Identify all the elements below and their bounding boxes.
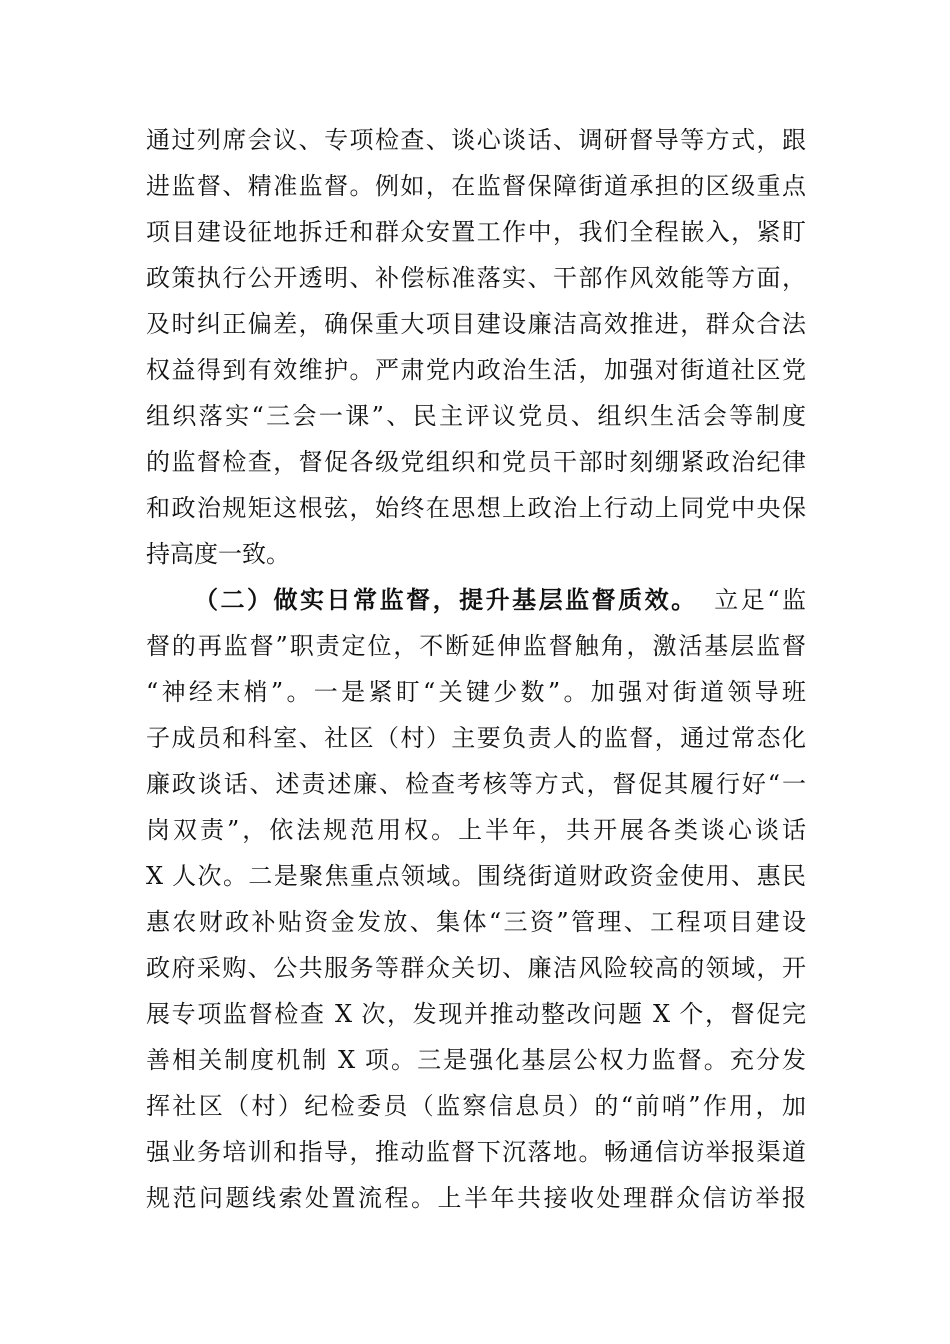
paragraph-1-line-1: 通过列席会议、专项检查、谈心谈话、调研督导等方式，跟: [146, 126, 806, 154]
paragraph-2-line-5: 岗双责”，依法规范用权。上半年，共开展各类谈心谈话: [146, 816, 806, 844]
paragraph-2-line-9: 展专项监督检查 X 次，发现并推动整改问题 X 个，督促完: [146, 1000, 806, 1028]
paragraph-1-line-8: 的监督检查，督促各级党组织和党员干部时刻绷紧政治纪律: [146, 448, 806, 476]
section-2-heading: （二）做实日常监督，提升基层监督质效。: [194, 585, 698, 614]
paragraph-2-line-3: 子成员和科室、社区（村）主要负责人的监督，通过常态化: [146, 724, 806, 752]
paragraph-2-line-2: “神经末梢”。一是紧盯“关键少数”。加强对街道领导班: [146, 678, 806, 706]
paragraph-1-line-10: 持高度一致。: [146, 540, 290, 568]
paragraph-2-line-12: 强业务培训和指导，推动监督下沉落地。畅通信访举报渠道: [146, 1138, 806, 1166]
section-2-first-line-rest: 立足“监: [711, 586, 806, 614]
paragraph-1-line-6: 权益得到有效维护。严肃党内政治生活，加强对街道社区党: [146, 356, 806, 384]
paragraph-1-line-3: 项目建设征地拆迁和群众安置工作中，我们全程嵌入，紧盯: [146, 218, 806, 246]
paragraph-2-line-4: 廉政谈话、述责述廉、检查考核等方式，督促其履行好“一: [146, 770, 806, 798]
paragraph-1-line-4: 政策执行公开透明、补偿标准落实、干部作风效能等方面，: [146, 264, 806, 292]
paragraph-2-line-7: 惠农财政补贴资金发放、集体“三资”管理、工程项目建设: [146, 908, 806, 936]
paragraph-2-line-1: 督的再监督”职责定位，不断延伸监督触角，激活基层监督: [146, 632, 806, 660]
paragraph-1-line-5: 及时纠正偏差，确保重大项目建设廉洁高效推进，群众合法: [146, 310, 806, 338]
paragraph-1-line-2: 进监督、精准监督。例如，在监督保障街道承担的区级重点: [146, 172, 806, 200]
paragraph-1-line-7: 组织落实“三会一课”、民主评议党员、组织生活会等制度: [146, 402, 806, 430]
section-2-first-line: [194, 578, 806, 622]
paragraph-1-line-9: 和政治规矩这根弦，始终在思想上政治上行动上同党中央保: [146, 494, 806, 522]
paragraph-2-line-8: 政府采购、公共服务等群众关切、廉洁风险较高的领域，开: [146, 954, 806, 982]
paragraph-2-line-6: X 人次。二是聚焦重点领域。围绕街道财政资金使用、惠民: [146, 862, 806, 890]
paragraph-2-line-10: 善相关制度机制 X 项。三是强化基层公权力监督。充分发: [146, 1046, 806, 1074]
paragraph-2-line-11: 挥社区（村）纪检委员（监察信息员）的“前哨”作用，加: [146, 1092, 806, 1120]
paragraph-2-line-13: 规范问题线索处置流程。上半年共接收处理群众信访举报: [146, 1184, 806, 1212]
